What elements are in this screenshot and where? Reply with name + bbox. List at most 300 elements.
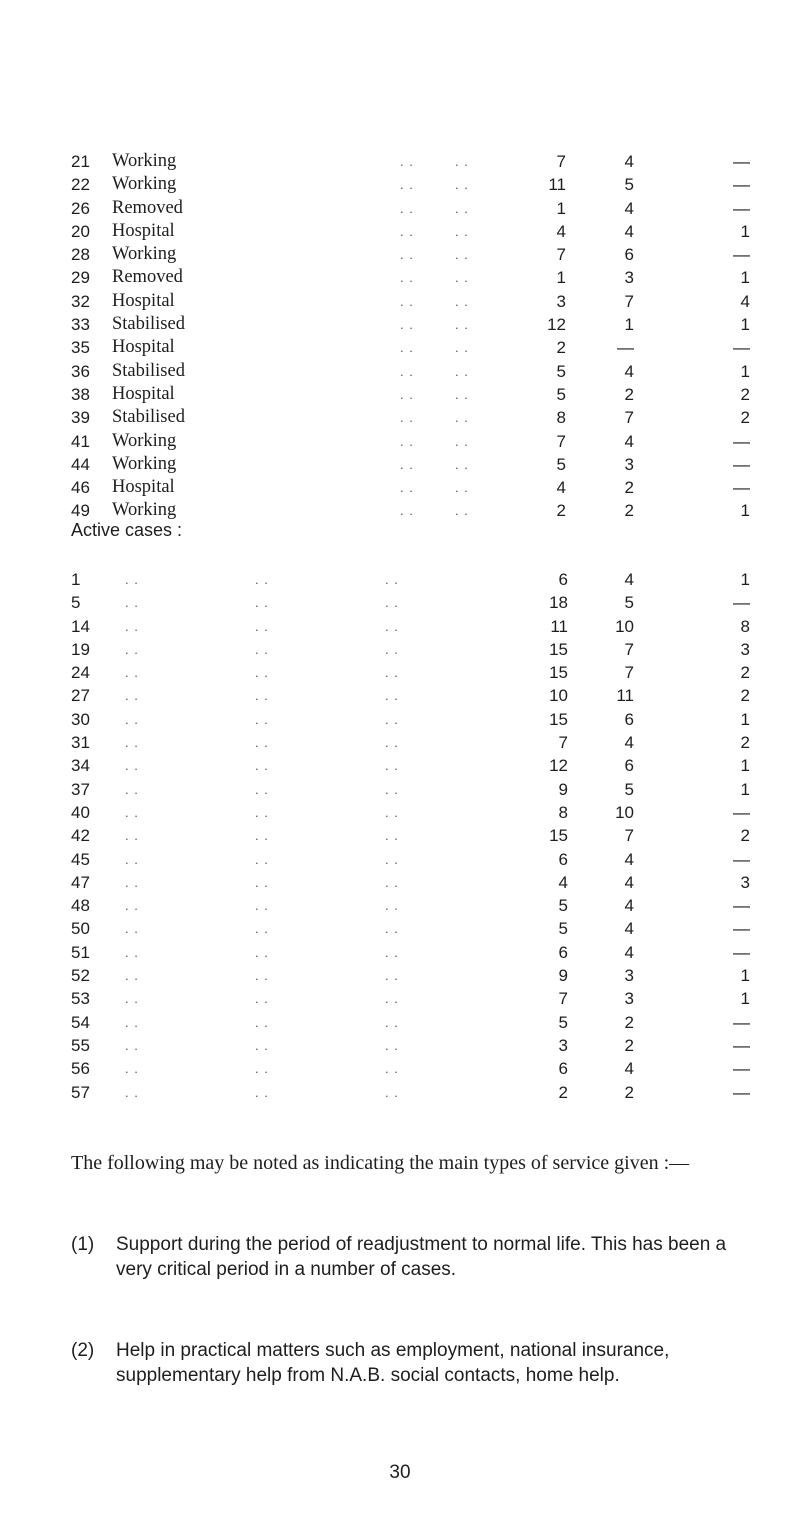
case-number: 35 <box>71 338 90 358</box>
value-cell: — <box>733 1012 750 1032</box>
value-cell: — <box>733 478 750 498</box>
leader-dots: . . <box>125 735 139 751</box>
table-row <box>0 987 800 1010</box>
leader-dots: . . <box>455 456 469 472</box>
case-number: 30 <box>71 709 90 729</box>
leader-dots: . . <box>125 688 139 704</box>
case-number: 49 <box>71 501 90 521</box>
table-row <box>0 964 800 987</box>
table-row <box>0 917 800 940</box>
value-cell: 15 <box>549 639 568 659</box>
leader-dots: . . <box>125 851 139 867</box>
value-cell: 1 <box>740 221 750 241</box>
value-cell: 1 <box>740 709 750 729</box>
leader-dots: . . <box>385 804 399 820</box>
value-cell: 10 <box>615 802 634 822</box>
value-cell: 15 <box>549 826 568 846</box>
leader-dots: . . <box>400 503 414 519</box>
table-row <box>0 313 800 336</box>
case-status: Removed <box>112 267 183 288</box>
leader-dots: . . <box>455 410 469 426</box>
leader-dots: . . <box>455 503 469 519</box>
value-cell: 4 <box>624 361 634 381</box>
case-number: 41 <box>71 431 90 451</box>
value-cell: 6 <box>624 756 634 776</box>
value-cell: 3 <box>740 639 750 659</box>
leader-dots: . . <box>385 641 399 657</box>
table-row <box>0 1057 800 1080</box>
value-cell: 7 <box>624 826 634 846</box>
leader-dots: . . <box>255 804 269 820</box>
case-number: 39 <box>71 408 90 428</box>
leader-dots: . . <box>455 200 469 216</box>
case-number: 48 <box>71 896 90 916</box>
table-row <box>0 406 800 429</box>
value-cell: 1 <box>740 779 750 799</box>
leader-dots: . . <box>385 828 399 844</box>
value-cell: 3 <box>624 268 634 288</box>
value-cell: 4 <box>624 919 634 939</box>
value-cell: 2 <box>624 501 634 521</box>
leader-dots: . . <box>455 177 469 193</box>
value-cell: 5 <box>558 1012 568 1032</box>
value-cell: 1 <box>740 570 750 589</box>
case-number: 50 <box>71 919 90 939</box>
table-row <box>0 1081 800 1104</box>
leader-dots: . . <box>385 851 399 867</box>
value-cell: 7 <box>556 431 566 451</box>
leader-dots: . . <box>255 874 269 890</box>
value-cell: 3 <box>556 291 566 311</box>
value-cell: — <box>733 198 750 218</box>
value-cell: 7 <box>624 291 634 311</box>
case-number: 42 <box>71 826 90 846</box>
leader-dots: . . <box>385 618 399 634</box>
leader-dots: . . <box>385 758 399 774</box>
value-cell: 7 <box>624 408 634 428</box>
leader-dots: . . <box>125 921 139 937</box>
case-number: 54 <box>71 1012 90 1032</box>
leader-dots: . . <box>125 804 139 820</box>
value-cell: 11 <box>550 616 568 636</box>
leader-dots: . . <box>455 480 469 496</box>
leader-dots: . . <box>455 247 469 263</box>
leader-dots: . . <box>385 1014 399 1030</box>
case-number: 24 <box>71 663 90 683</box>
value-cell: 11 <box>548 175 566 195</box>
table-row <box>0 476 800 499</box>
table-row <box>0 568 800 591</box>
leader-dots: . . <box>125 758 139 774</box>
leader-dots: . . <box>400 270 414 286</box>
case-status: Stabilised <box>112 360 185 381</box>
table-row <box>0 243 800 266</box>
value-cell: — <box>733 593 750 613</box>
value-cell: — <box>733 338 750 358</box>
leader-dots: . . <box>400 480 414 496</box>
leader-dots: . . <box>125 665 139 681</box>
table-row <box>0 871 800 894</box>
case-number: 52 <box>71 966 90 986</box>
leader-dots: . . <box>385 1084 399 1100</box>
case-number: 47 <box>71 872 90 892</box>
leader-dots: . . <box>255 665 269 681</box>
value-cell: — <box>733 454 750 474</box>
value-cell: — <box>733 942 750 962</box>
value-cell: 15 <box>549 663 568 683</box>
value-cell: — <box>733 849 750 869</box>
leader-dots: . . <box>455 154 469 169</box>
case-status: Stabilised <box>112 407 185 428</box>
value-cell: 8 <box>556 408 566 428</box>
cases-table <box>0 150 800 523</box>
value-cell: 4 <box>624 152 634 171</box>
leader-dots: . . <box>255 991 269 1007</box>
value-cell: 11 <box>616 686 634 706</box>
table-row <box>0 894 800 917</box>
leader-dots: . . <box>125 711 139 727</box>
value-cell: 1 <box>740 966 750 986</box>
point-text: Support during the period of readjustment to normal life. This has been a very critical period in a number of cases. <box>116 1234 727 1280</box>
value-cell: 1 <box>740 361 750 381</box>
value-cell: 2 <box>740 733 750 753</box>
value-cell: 7 <box>556 152 566 171</box>
table-row <box>0 684 800 707</box>
table-row <box>0 731 800 754</box>
value-cell: 4 <box>556 221 566 241</box>
value-cell: 4 <box>624 198 634 218</box>
case-number: 32 <box>71 291 90 311</box>
value-cell: 18 <box>549 593 568 613</box>
leader-dots: . . <box>385 991 399 1007</box>
leader-dots: . . <box>255 641 269 657</box>
value-cell: 3 <box>624 454 634 474</box>
value-cell: 6 <box>558 1059 568 1079</box>
table-row <box>0 1034 800 1057</box>
value-cell: 2 <box>556 501 566 521</box>
value-cell: 5 <box>558 896 568 916</box>
case-number: 1 <box>71 570 81 589</box>
leader-dots: . . <box>125 991 139 1007</box>
case-number: 44 <box>71 454 90 474</box>
leader-dots: . . <box>255 711 269 727</box>
value-cell: 1 <box>556 268 566 288</box>
value-cell: 12 <box>547 315 566 335</box>
value-cell: 4 <box>624 1059 634 1079</box>
table-row <box>0 661 800 684</box>
case-status: Hospital <box>112 383 175 404</box>
value-cell: — <box>617 338 634 358</box>
table-row <box>0 941 800 964</box>
table-row <box>0 430 800 453</box>
value-cell: 4 <box>558 872 568 892</box>
leader-dots: . . <box>400 456 414 472</box>
value-cell: 2 <box>556 338 566 358</box>
value-cell: 3 <box>740 872 750 892</box>
value-cell: 1 <box>556 198 566 218</box>
case-number: 51 <box>71 942 90 962</box>
intro-paragraph: The following may be noted as indicating the main types of service given :— <box>71 1152 690 1174</box>
value-cell: 10 <box>549 686 568 706</box>
leader-dots: . . <box>400 363 414 379</box>
case-status: Stabilised <box>112 314 185 335</box>
case-number: 46 <box>71 478 90 498</box>
leader-dots: . . <box>455 363 469 379</box>
value-cell: 6 <box>558 942 568 962</box>
value-cell: — <box>733 802 750 822</box>
leader-dots: . . <box>400 177 414 193</box>
value-cell: — <box>733 919 750 939</box>
case-number: 56 <box>71 1059 90 1079</box>
leader-dots: . . <box>255 595 269 611</box>
leader-dots: . . <box>255 781 269 797</box>
table-row <box>0 778 800 801</box>
leader-dots: . . <box>400 317 414 333</box>
value-cell: 1 <box>740 268 750 288</box>
leader-dots: . . <box>455 223 469 239</box>
table-row <box>0 266 800 289</box>
case-number: 5 <box>71 593 81 613</box>
value-cell: 2 <box>624 478 634 498</box>
value-cell: 7 <box>558 733 568 753</box>
value-cell: 2 <box>740 663 750 683</box>
point-text: Help in practical matters such as employment, national insurance, supplementary help from N.A.B. social contacts, home help. <box>116 1340 670 1386</box>
value-cell: 7 <box>624 639 634 659</box>
case-number: 45 <box>71 849 90 869</box>
leader-dots: . . <box>385 1061 399 1077</box>
value-cell: — <box>733 896 750 916</box>
active-cases-table <box>0 568 800 1104</box>
value-cell: 5 <box>624 175 634 195</box>
leader-dots: . . <box>455 293 469 309</box>
leader-dots: . . <box>400 386 414 402</box>
value-cell: 8 <box>740 616 750 636</box>
leader-dots: . . <box>385 898 399 914</box>
table-row <box>0 150 800 173</box>
value-cell: 4 <box>556 478 566 498</box>
value-cell: 10 <box>615 616 634 636</box>
leader-dots: . . <box>125 595 139 611</box>
leader-dots: . . <box>400 410 414 426</box>
case-status: Working <box>112 151 177 171</box>
leader-dots: . . <box>385 874 399 890</box>
value-cell: — <box>733 431 750 451</box>
leader-dots: . . <box>385 1037 399 1053</box>
leader-dots: . . <box>385 781 399 797</box>
leader-dots: . . <box>400 340 414 356</box>
case-number: 34 <box>71 756 90 776</box>
value-cell: 9 <box>558 966 568 986</box>
table-row <box>0 824 800 847</box>
value-cell: 4 <box>624 570 634 589</box>
point-number: (2) <box>71 1340 95 1361</box>
case-number: 55 <box>71 1035 90 1055</box>
case-number: 22 <box>71 175 90 195</box>
value-cell: 2 <box>624 1082 634 1102</box>
case-status: Hospital <box>112 477 175 498</box>
leader-dots: . . <box>125 1014 139 1030</box>
case-status: Working <box>112 500 177 521</box>
value-cell: — <box>733 1059 750 1079</box>
leader-dots: . . <box>125 968 139 984</box>
case-number: 53 <box>71 989 90 1009</box>
leader-dots: . . <box>125 898 139 914</box>
leader-dots: . . <box>255 1084 269 1100</box>
value-cell: 1 <box>740 756 750 776</box>
case-number: 38 <box>71 384 90 404</box>
table-row <box>0 290 800 313</box>
leader-dots: . . <box>400 293 414 309</box>
value-cell: 4 <box>624 849 634 869</box>
table-row <box>0 360 800 383</box>
leader-dots: . . <box>255 735 269 751</box>
leader-dots: . . <box>255 1061 269 1077</box>
table-row <box>0 220 800 243</box>
table-row <box>0 848 800 871</box>
case-number: 37 <box>71 779 90 799</box>
leader-dots: . . <box>385 665 399 681</box>
value-cell: 4 <box>740 291 750 311</box>
case-number: 28 <box>71 245 90 265</box>
leader-dots: . . <box>385 688 399 704</box>
value-cell: 7 <box>556 245 566 265</box>
leader-dots: . . <box>455 317 469 333</box>
table-row <box>0 173 800 196</box>
value-cell: 2 <box>740 384 750 404</box>
case-number: 26 <box>71 198 90 218</box>
table-row <box>0 708 800 731</box>
value-cell: 5 <box>556 454 566 474</box>
leader-dots: . . <box>125 618 139 634</box>
value-cell: 2 <box>624 384 634 404</box>
value-cell: 2 <box>740 826 750 846</box>
leader-dots: . . <box>255 944 269 960</box>
value-cell: 5 <box>624 779 634 799</box>
leader-dots: . . <box>455 270 469 286</box>
value-cell: 1 <box>740 501 750 521</box>
value-cell: 6 <box>624 245 634 265</box>
leader-dots: . . <box>455 433 469 449</box>
value-cell: 3 <box>624 966 634 986</box>
value-cell: 2 <box>740 686 750 706</box>
page-number: 30 <box>389 1462 411 1483</box>
leader-dots: . . <box>255 851 269 867</box>
value-cell: — <box>733 1035 750 1055</box>
leader-dots: . . <box>255 968 269 984</box>
leader-dots: . . <box>255 618 269 634</box>
case-status: Working <box>112 430 177 451</box>
case-status: Working <box>112 244 177 265</box>
case-number: 29 <box>71 268 90 288</box>
value-cell: — <box>733 152 750 171</box>
value-cell: 2 <box>740 408 750 428</box>
leader-dots: . . <box>125 874 139 890</box>
value-cell: 6 <box>558 570 568 589</box>
leader-dots: . . <box>125 944 139 960</box>
table-row <box>0 801 800 824</box>
case-status: Working <box>112 453 177 474</box>
leader-dots: . . <box>400 154 414 169</box>
leader-dots: . . <box>400 200 414 216</box>
case-status: Hospital <box>112 220 175 241</box>
leader-dots: . . <box>385 968 399 984</box>
value-cell: 1 <box>740 989 750 1009</box>
leader-dots: . . <box>125 1037 139 1053</box>
leader-dots: . . <box>385 595 399 611</box>
leader-dots: . . <box>255 921 269 937</box>
case-number: 21 <box>71 152 90 171</box>
value-cell: 12 <box>549 756 568 776</box>
case-number: 14 <box>71 616 90 636</box>
leader-dots: . . <box>125 641 139 657</box>
value-cell: 6 <box>624 709 634 729</box>
value-cell: 5 <box>624 593 634 613</box>
case-status: Removed <box>112 197 183 218</box>
value-cell: 4 <box>624 872 634 892</box>
leader-dots: . . <box>125 1061 139 1077</box>
value-cell: 5 <box>558 919 568 939</box>
table-row <box>0 591 800 614</box>
leader-dots: . . <box>255 898 269 914</box>
value-cell: 5 <box>556 361 566 381</box>
case-number: 33 <box>71 315 90 335</box>
value-cell: 4 <box>624 733 634 753</box>
leader-dots: . . <box>385 711 399 727</box>
value-cell: 4 <box>624 431 634 451</box>
leader-dots: . . <box>125 828 139 844</box>
leader-dots: . . <box>125 572 139 587</box>
leader-dots: . . <box>255 688 269 704</box>
leader-dots: . . <box>255 1037 269 1053</box>
point-number: (1) <box>71 1234 95 1255</box>
case-status: Hospital <box>112 337 175 358</box>
leader-dots: . . <box>255 1014 269 1030</box>
value-cell: 1 <box>740 315 750 335</box>
leader-dots: . . <box>125 1084 139 1100</box>
value-cell: 15 <box>549 709 568 729</box>
table-row <box>0 754 800 777</box>
value-cell: 9 <box>558 779 568 799</box>
value-cell: 2 <box>624 1012 634 1032</box>
case-number: 27 <box>71 686 90 706</box>
table-row <box>0 336 800 359</box>
table-row <box>0 197 800 220</box>
value-cell: 7 <box>624 663 634 683</box>
case-number: 40 <box>71 802 90 822</box>
leader-dots: . . <box>255 758 269 774</box>
value-cell: 2 <box>624 1035 634 1055</box>
active-cases-heading: Active cases : <box>71 520 183 540</box>
table-row <box>0 615 800 638</box>
value-cell: — <box>733 245 750 265</box>
value-cell: — <box>733 175 750 195</box>
value-cell: 4 <box>624 221 634 241</box>
value-cell: 7 <box>558 989 568 1009</box>
value-cell: 4 <box>624 942 634 962</box>
value-cell: 4 <box>624 896 634 916</box>
leader-dots: . . <box>255 572 269 587</box>
value-cell: 3 <box>624 989 634 1009</box>
value-cell: — <box>733 1082 750 1102</box>
leader-dots: . . <box>455 386 469 402</box>
value-cell: 8 <box>558 802 568 822</box>
table-row <box>0 453 800 476</box>
leader-dots: . . <box>385 944 399 960</box>
case-number: 36 <box>71 361 90 381</box>
value-cell: 5 <box>556 384 566 404</box>
leader-dots: . . <box>400 247 414 263</box>
case-number: 31 <box>71 733 90 753</box>
